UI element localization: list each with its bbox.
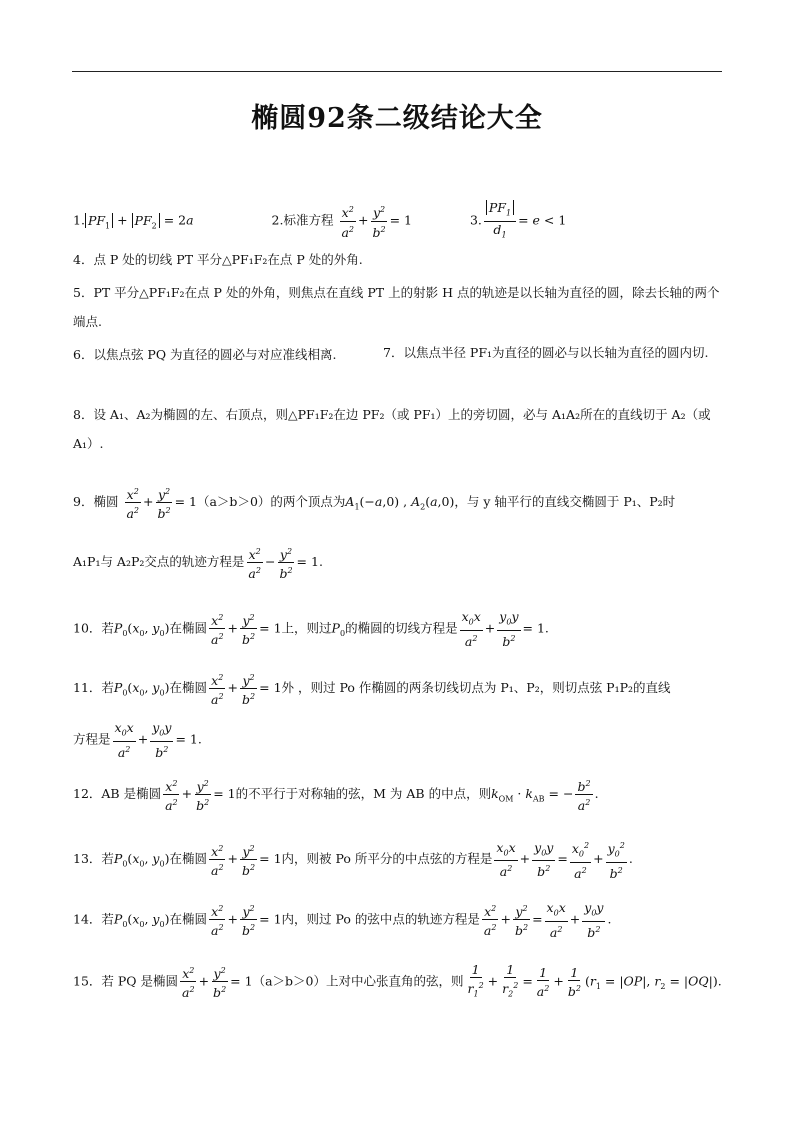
item-3-label: 3. — [469, 212, 482, 228]
item-6: 6．以焦点弦 PQ 为直径的圆必与对应准线相离. — [73, 347, 337, 362]
item-12: 12．AB 是椭圆 $\frac{x^2}{a^2}$ + $\frac{y^2}{b^2}$ = 1的不平行于对称轴的弦，M 为 AB 的中点，则$k_{OM} \cdot k_{AB}$ = − $\frac{b^2}{a^2}$ . — [73, 776, 725, 813]
item-4: 4．点 P 处的切线 PT 平分△PF₁F₂在点 P 处的外角. — [73, 252, 363, 267]
item-5: 5．PT 平分△PF₁F₂在点 P 处的外角，则焦点在直线 PT 上的射影 H 点的轨迹是以长轴为直径的圆，除去长轴的两个端点. — [73, 285, 720, 329]
item-9-cont: A₁P₁与 A₂P₂交点的轨迹方程是 $\frac{x^2}{a^2}$ − $\frac{y^2}{b^2}$ = 1. — [73, 544, 725, 581]
item-2-label: 2.标准方程 — [271, 212, 334, 228]
page-title: 椭圆92条二级结论大全 — [251, 103, 543, 134]
item-7: 7．以焦点半径 PF₁为直径的圆必与以长轴为直径的圆内切. — [383, 345, 709, 360]
item-10: 10．若$P_0(x_0$, $y_0$)在椭圆 $\frac{x^2}{a^2}$ + $\frac{y^2}{b^2}$ = 1上，则过$P_0$的椭圆的切线方程是 $\frac{x_0x}{a^2}$ + $\frac{y_0y}{b^2}$ = 1. — [73, 609, 549, 649]
item-11-cont: 方程是 $\frac{x_0x}{a^2}$ + $\frac{y_0y}{b^2}$ = 1. — [73, 720, 202, 760]
item-9: 9．椭圆 $\frac{x^2}{a^2}$ + $\frac{y^2}{b^2}$ = 1（a＞b＞0）的两个顶点为$A_1(-a,0)$ , $A_2(a,0)$，与 y 轴平行的直线交椭圆于 P₁、P₂时 — [73, 484, 725, 521]
item-14: 14．若$P_0(x_0$, $y_0$)在椭圆 $\frac{x^2}{a^2}$ + $\frac{y^2}{b^2}$ = 1内，则过 Po 的弦中点的轨迹方程是 $\frac{x^2}{a^2}$ + $\frac{y^2}{b^2}$ = $\frac{x_0x}{a^2}$ + $\frac{y_0y}{b^2}$ . — [73, 900, 612, 940]
header-rule — [72, 71, 722, 72]
item-8: 8．设 A₁、A₂为椭圆的左、右顶点，则△PF₁F₂在边 PF₂（或 PF₁）上的旁切圆，必与 A₁A₂所在的直线切于 A₂（或 A₁）. — [73, 407, 711, 451]
item-15: 15．若 PQ 是椭圆 $\frac{x^2}{a^2}$ + $\frac{y^2}{b^2}$ = 1（a＞b＞0）上对中心张直角的弦，则 $\frac{1}{r_1^2}$ + $\frac{1}{r_2^2}$ = $\frac{1}{a^2}$ + $\frac{1}{b^2}$ ($r_1 = |OP|$, $r_2 = |OQ|$). — [73, 962, 722, 1001]
item-1-3: 1. $PF_1 + PF_2 = 2a$ 2.标准方程 $\frac{x^2}{a^2}$ + $\frac{y^2}{b^2}$ = 1 3. $\frac{PF_1}{d_1}$ = e < 1 — [73, 200, 567, 240]
item-1-label: 1. — [73, 212, 85, 228]
item-11: 11．若$P_0(x_0$, $y_0$)在椭圆 $\frac{x^2}{a^2}$ + $\frac{y^2}{b^2}$ = 1外 ，则过 Po 作椭圆的两条切线切点为 P₁、P₂，则切点弦 P₁P₂的直线 — [73, 670, 725, 707]
item-13: 13．若$P_0(x_0$, $y_0$)在椭圆 $\frac{x^2}{a^2}$ + $\frac{y^2}{b^2}$ = 1内，则被 Po 所平分的中点弦的方程是 $\frac{x_0x}{a^2}$ + $\frac{y_0y}{b^2}$ = $\frac{x_0^2}{a^2}$ + $\frac{y_0^2}{b^2}$ . — [73, 839, 633, 881]
